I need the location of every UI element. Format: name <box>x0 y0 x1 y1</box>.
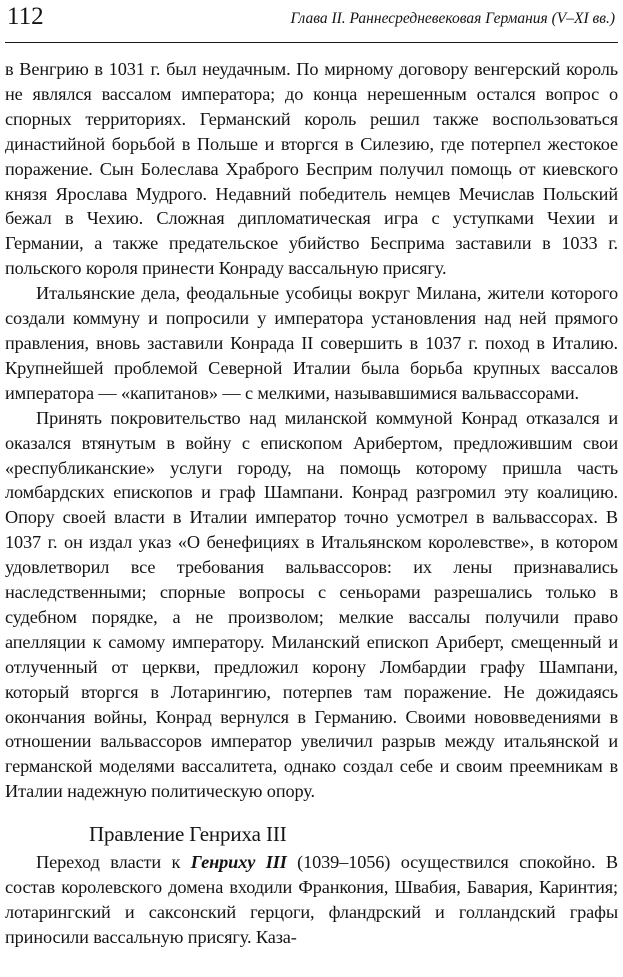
paragraph-henry-iii <box>5 850 618 950</box>
running-head: Глава II. Раннесредневековая Германия (V–XI вв.) <box>290 10 615 27</box>
page-header <box>5 0 618 43</box>
paragraph-rest: (1039–1056) осуществился спокойно. В состав королевского домена входили Франкония, Швабия, Бавария, Каринтия; лотарингский и саксонский герцоги, фландрский и голландский графы приносили вассальную присягу. Каза- <box>5 852 618 947</box>
paragraph-milan-commune: Принять покровительство над миланской коммуной Конрад отказался и оказался втянутым в войну с епископом Арибертом, предложившим свои «республиканские» услуги городу, на помощь которому пришла часть ломбардских епископов и граф Шампани. Конрад разгромил эту коалицию. Опору своей власти в Италии император точно усмотрел в вальвассорах. В 1037 г. он издал указ «О бенефициях в Итальянском королевстве», в котором удовлетворил все требования вальвассоров: их лены признавались наследственными; спорные вопросы с сеньорами разрешались только в судебном порядке, а не произволом; мелкие вассалы получили право апелляции к самому императору. Миланский епископ Ариберт, смещенный и отлученный от церкви, предложил корону Ломбардии графу Шампани, который вторгся в Лотарингию, потерпев там поражение. Не дожидаясь окончания войны, Конрад вернулся в Германию. Своими нововведениями в отношении вальвассоров император увеличил разрыв между итальянской и германской моделями вассалитета, однако создал себе и своим преемникам в Италии надежную политическую опору. <box>5 407 618 802</box>
paragraph-lead: Переход власти к <box>36 852 191 873</box>
section-heading: Правление Генриха III <box>89 822 287 847</box>
emphasized-name: Генриху III <box>190 852 287 873</box>
page-number: 112 <box>7 3 44 30</box>
body-text <box>5 43 618 950</box>
paragraph-italian-affairs: Итальянские дела, феодальные усобицы вокруг Милана, жители которого создали коммуну и попросили у императора установления над ней прямого правления, вновь заставили Конрада II совершить в 1037 г. поход в Италию. Крупнейшей проблемой Северной Италии была борьба крупных вассалов императора — «капитанов» — с мелкими, называвшимися вальвассорами. <box>5 283 618 403</box>
paragraph-continued: в Венгрию в 1031 г. был неудачным. По мирному договору венгерский король не являлся вассалом императора; до конца нерешенным остался вопрос о спорных территориях. Германский король решил также воспользоваться династийной борьбой в Польше и вторгся в Силезию, где потерпел жестокое поражение. Сын Болеслава Храброго Бесприм получил помощь от киевского князя Ярослава Мудрого. Недавний победитель немцев Мечислав Польский бежал в Чехию. Сложная дипломатическая игра с уступками Чехии и Германии, а также предательское убийство Бесприма заставили в 1033 г. польского короля принести Конраду вассальную присягу. <box>5 59 618 279</box>
